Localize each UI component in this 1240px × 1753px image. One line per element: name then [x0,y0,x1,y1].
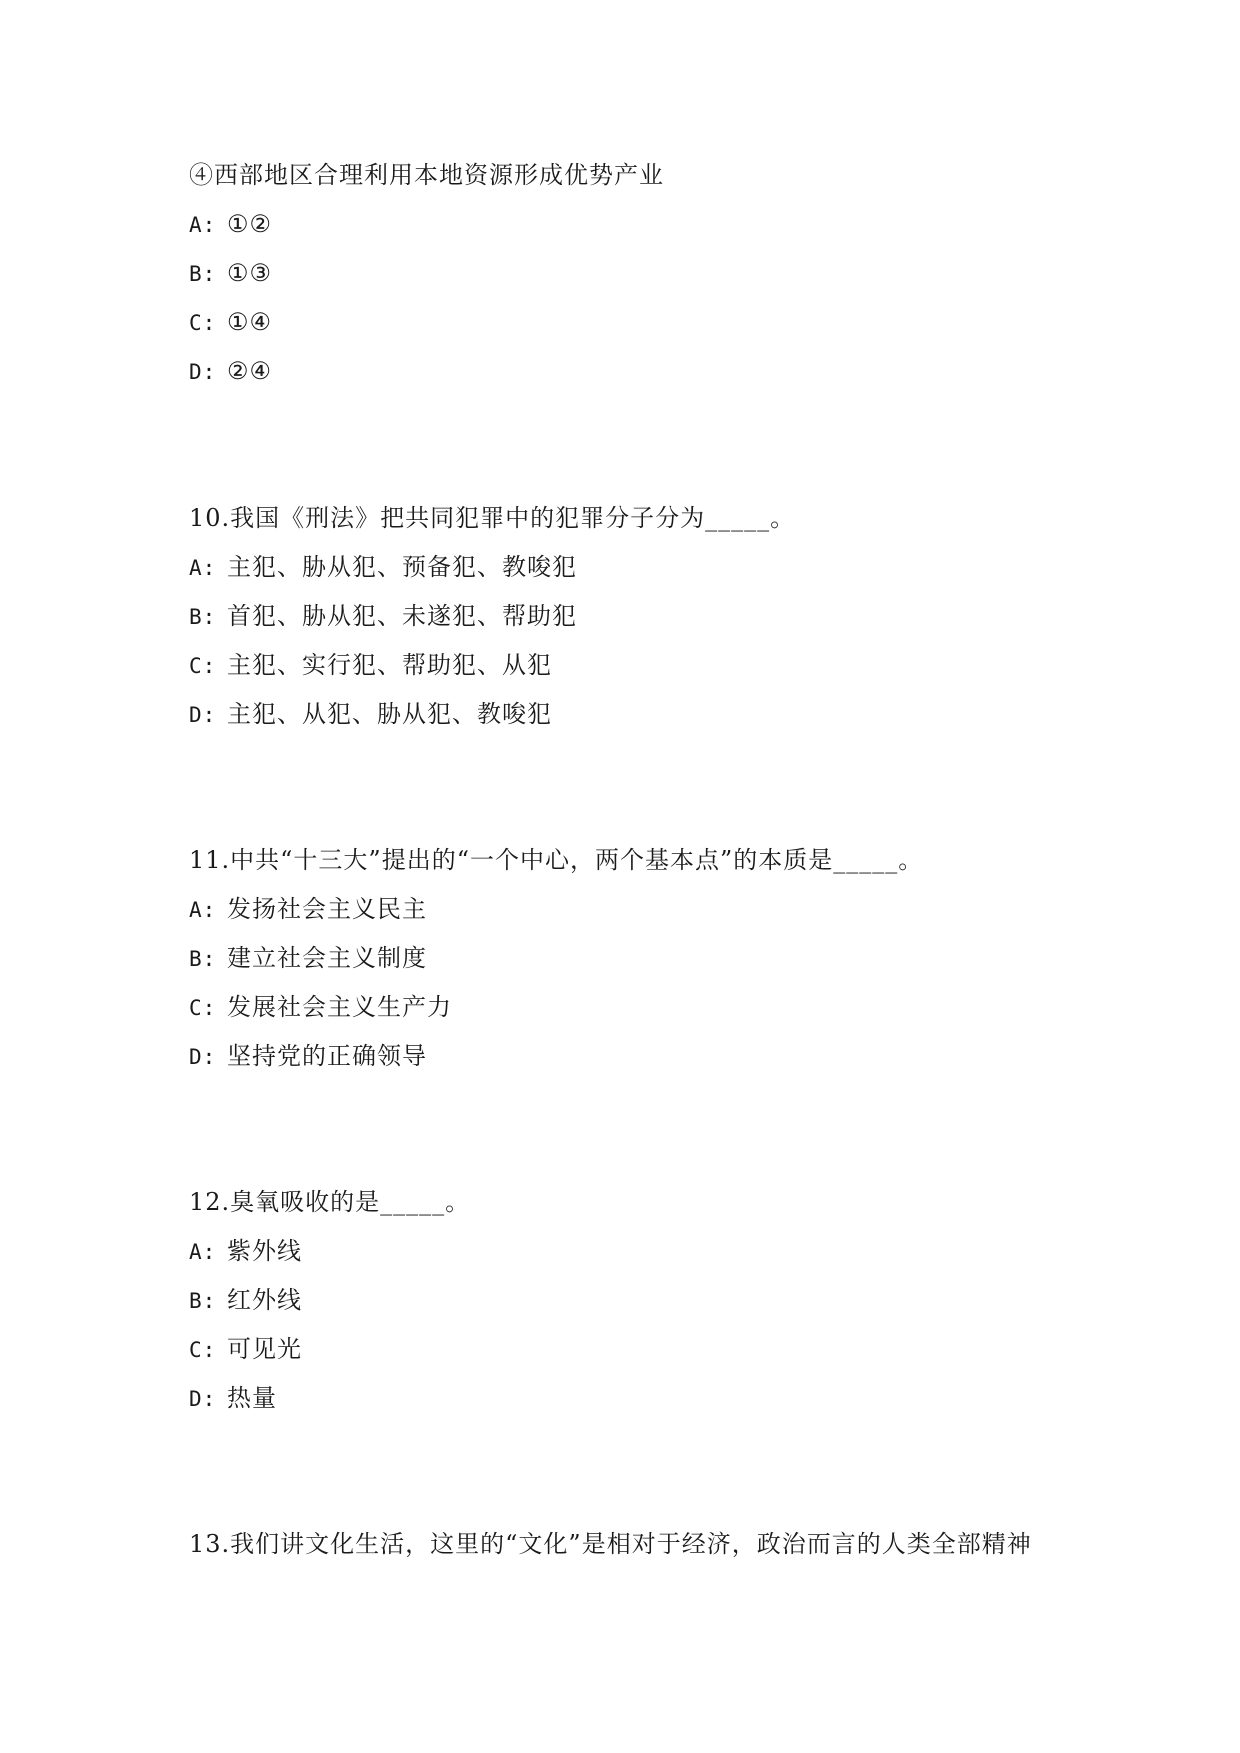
q10-option-d [189,699,552,730]
option-letter: D: [189,703,217,727]
option-letter: D: [189,1045,217,1069]
option-letter: B: [189,605,217,629]
q12-option-c [189,1334,302,1365]
q11-option-d [189,1041,427,1072]
question-12-stem: 12.臭氧吸收的是_____。 [189,1188,471,1216]
q9-option-b [189,258,272,289]
option-text: ②④ [227,357,273,385]
q11-option-c [189,992,452,1023]
option-letter: C: [189,996,217,1020]
intro-line: ④西部地区合理利用本地资源形成优势产业 [189,161,664,189]
option-letter: A: [189,213,217,237]
option-text: 建立社会主义制度 [227,944,427,972]
q9-option-c [189,307,272,338]
option-text: 主犯、从犯、胁从犯、教唆犯 [227,700,552,728]
option-text: 首犯、胁从犯、未遂犯、帮助犯 [227,602,577,630]
option-letter: B: [189,1289,217,1313]
option-text: 发扬社会主义民主 [227,895,427,923]
option-text: 主犯、实行犯、帮助犯、从犯 [227,651,552,679]
q10-option-c [189,650,552,681]
option-letter: C: [189,311,217,335]
option-text: 主犯、胁从犯、预备犯、教唆犯 [227,553,577,581]
q11-option-b [189,943,427,974]
option-letter: A: [189,898,217,922]
option-letter: A: [189,556,217,580]
q10-option-b [189,601,577,632]
option-letter: C: [189,1338,217,1362]
q12-option-a [189,1236,302,1267]
q12-option-b [189,1285,302,1316]
option-text: ①② [227,210,273,238]
option-text: 可见光 [227,1335,302,1363]
option-text: ①③ [227,259,273,287]
q9-option-d [189,356,272,387]
q10-option-a [189,552,577,583]
question-10-stem: 10.我国《刑法》把共同犯罪中的犯罪分子分为_____。 [189,504,796,532]
q11-option-a [189,894,427,925]
option-letter: D: [189,360,217,384]
option-text: 紫外线 [227,1237,302,1265]
question-11-stem: 11.中共“十三大”提出的“一个中心，两个基本点”的本质是_____。 [189,846,924,874]
option-text: 红外线 [227,1286,302,1314]
option-letter: D: [189,1387,217,1411]
option-letter: B: [189,947,217,971]
option-text: 热量 [227,1384,277,1412]
option-letter: B: [189,262,217,286]
option-letter: A: [189,1240,217,1264]
option-text: ①④ [227,308,273,336]
option-letter: C: [189,654,217,678]
option-text: 坚持党的正确领导 [227,1042,427,1070]
q12-option-d [189,1383,277,1414]
option-text: 发展社会主义生产力 [227,993,452,1021]
question-13-stem: 13.我们讲文化生活，这里的“文化”是相对于经济，政治而言的人类全部精神 [189,1530,1032,1558]
q9-option-a [189,209,272,240]
